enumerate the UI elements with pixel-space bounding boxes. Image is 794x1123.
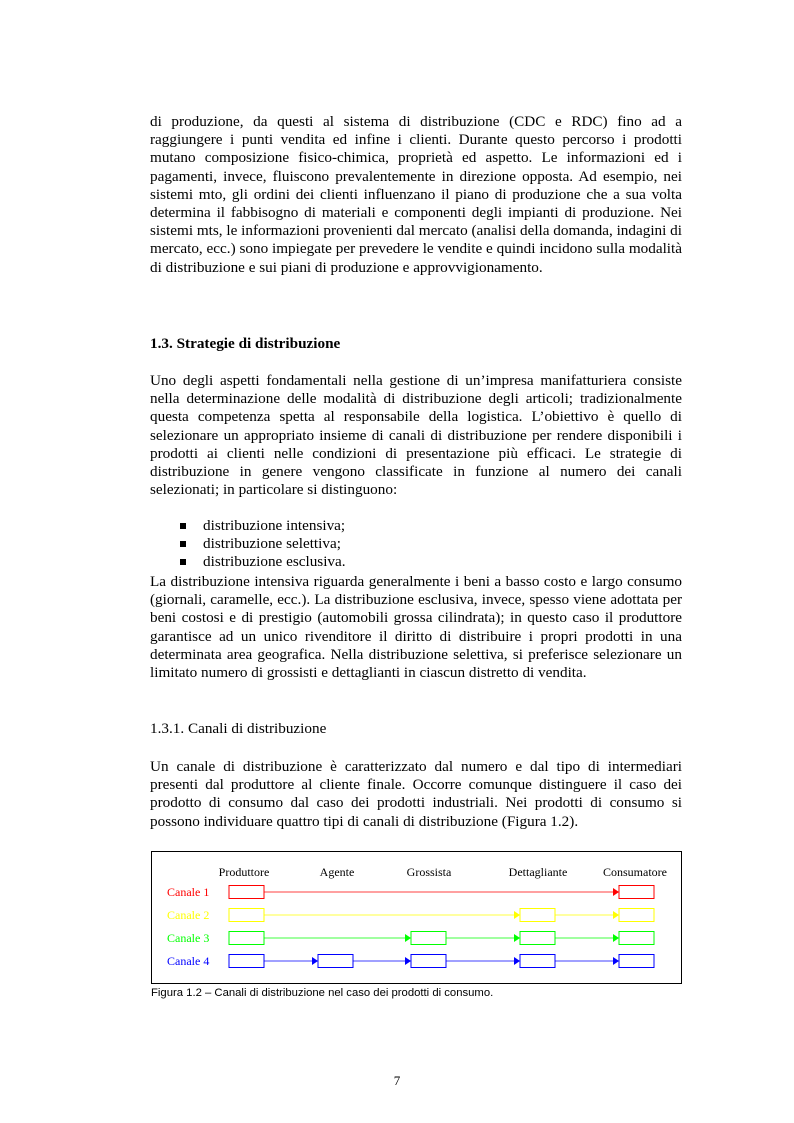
arrow-head: [613, 957, 619, 965]
arrow-head: [514, 934, 520, 942]
figure-caption: Figura 1.2 – Canali di distribuzione nel caso dei prodotti di consumo.: [151, 987, 494, 999]
arrow-head: [613, 911, 619, 919]
stage-box: [520, 955, 555, 968]
paragraph-2: Uno degli aspetti fondamentali nella gestione di un’impresa manifatturiera consiste nella determinazione delle modalità di distribuzione degli articoli; tradizionalmente questa competenza spetta al responsabile della logistica. L’obiettivo è quello di selezionare un appropriato insieme di canali di distribuzione per rendere disponibili i prodotti ai clienti nelle condizioni di presentazione più efficaci. Le strategie di distribuzione in genere vengono classificate in funzione al numero dei canali selezionati; in particolare si distinguono:: [150, 372, 682, 499]
stage-box: [229, 909, 264, 922]
column-header: Consumatore: [603, 865, 667, 879]
arrow-head: [405, 934, 411, 942]
arrow-head: [613, 934, 619, 942]
paragraph-4: Un canale di distribuzione è caratterizzato dal numero e dal tipo di intermediari presenti dal produttore al cliente finale. Occorre comunque distinguere il caso dei prodotto di consumo dal caso dei prodotti industriali. Nei prodotti di consumo si possono individuare quattro tipi di canali di distribuzione (Figura 1.2).: [150, 758, 682, 830]
arrow-head: [514, 911, 520, 919]
stage-box: [619, 955, 654, 968]
arrow-head: [613, 888, 619, 896]
channel-label: Canale 1: [167, 885, 210, 899]
arrow-head: [312, 957, 318, 965]
channel-label: Canale 4: [167, 954, 210, 968]
distribution-channels-figure: [151, 851, 682, 984]
stage-box: [619, 909, 654, 922]
bullet-list: [180, 517, 346, 572]
subsection-heading: 1.3.1. Canali di distribuzione: [150, 720, 327, 737]
column-header: Dettagliante: [508, 865, 568, 879]
channels-diagram: [152, 852, 681, 983]
list-item: distribuzione selettiva;: [180, 535, 346, 553]
paragraph-1: di produzione, da questi al sistema di distribuzione (CDC e RDC) fino ad a raggiungere i punti vendita ed infine i clienti. Durante questo percorso i prodotti mutano composizione fisico-chimica, proprietà ed aspetto. Le informazioni ed i pagamenti, invece, fluiscono prevalentemente in direzione opposta. Ad esempio, nei sistemi mto, gli ordini dei clienti influenzano il piano di produzione che a sua volta determina il fabbisogno di materiali e componenti degli impianti di produzione. Nei sistemi mts, le informazioni provenienti dal mercato (analisi della domanda, indagini di mercato, ecc.) sono impiegate per prevedere le vendite e quindi incidono sulla modalità di distribuzione e sui piani di produzione e approvvigionamento.: [150, 113, 682, 276]
stage-box: [411, 955, 446, 968]
arrow-head: [405, 957, 411, 965]
stage-box: [229, 955, 264, 968]
page-number: 7: [393, 1073, 401, 1088]
list-item: distribuzione intensiva;: [180, 517, 346, 535]
stage-box: [619, 932, 654, 945]
channel-label: Canale 3: [167, 931, 210, 945]
stage-box: [229, 932, 264, 945]
stage-box: [619, 886, 654, 899]
column-header: Grossista: [406, 865, 452, 879]
stage-box: [411, 932, 446, 945]
column-header: Produttore: [218, 865, 270, 879]
stage-box: [318, 955, 353, 968]
paragraph-3: La distribuzione intensiva riguarda generalmente i beni a basso costo e largo consumo (giornali, caramelle, ecc.). La distribuzione esclusiva, invece, spesso viene adottata per beni costosi e di prestigio (automobili grossa cilindrata); in questo caso il produttore garantisce ad un unico rivenditore il diritto di distribuire i propri prodotti in una determinata area geografica. Nella distribuzione selettiva, si preferisce selezionare un limitato numero di grossisti e dettaglianti in ciascun distretto di vendita.: [150, 573, 682, 682]
stage-box: [520, 909, 555, 922]
section-heading: 1.3. Strategie di distribuzione: [150, 335, 341, 352]
list-item: distribuzione esclusiva.: [180, 553, 346, 571]
stage-box: [229, 886, 264, 899]
channel-label: Canale 2: [167, 908, 210, 922]
arrow-head: [514, 957, 520, 965]
stage-box: [520, 932, 555, 945]
column-header: Agente: [319, 865, 355, 879]
